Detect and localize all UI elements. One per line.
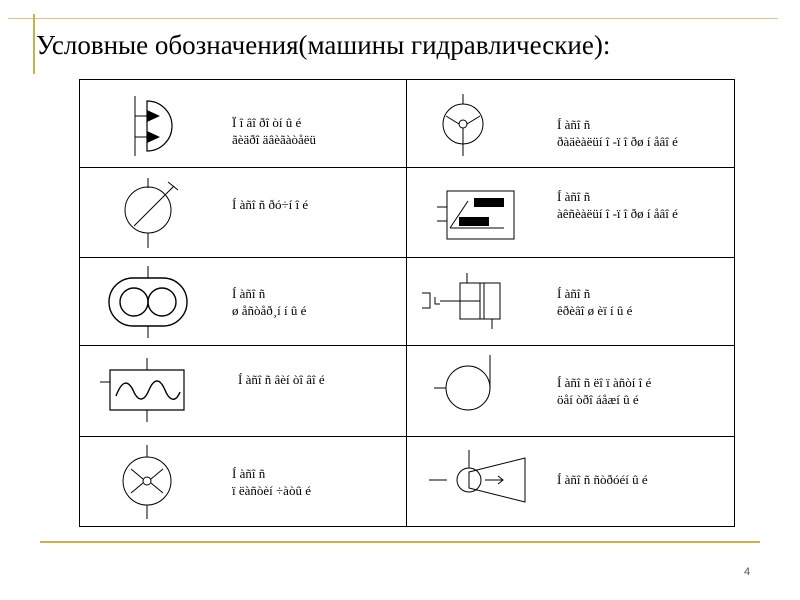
slide-title: Условные обозначения(машины гидравлические):	[36, 30, 611, 60]
row3-left-line1: Í àñî ñ	[232, 286, 266, 301]
row5-right-line1: Í àñî ñ ñòðóéí û é	[557, 472, 648, 487]
row3-right-line2: êðèâî ø èï í û é	[557, 303, 633, 318]
row3-left-line2: ø åñòåð¸í í û é	[232, 303, 307, 318]
row5-left-line1: Í àñî ñ	[232, 466, 266, 481]
pump-motor-symbol	[130, 96, 180, 156]
vortex-pump-symbol	[430, 350, 510, 425]
axial-piston-pump-symbol	[432, 183, 522, 243]
row2-right-line1: Í àñî ñ	[557, 189, 591, 204]
screw-pump-symbol	[98, 350, 190, 426]
row1-right-line1: Í àñî ñ	[557, 117, 591, 132]
row2-left-line1: Í àñî ñ ðó÷í î é	[232, 197, 309, 212]
vane-pump-symbol	[116, 445, 178, 521]
page-number: 4	[744, 566, 751, 578]
row-divider	[80, 436, 734, 437]
legend-table	[79, 79, 735, 527]
row-divider	[80, 167, 734, 168]
row1-left-line2: ãèäðî äâèãàòåëü	[232, 132, 317, 147]
crank-pump-symbol	[420, 273, 510, 329]
column-divider	[406, 80, 407, 526]
row2-right-line2: àêñèàëüí î -ï î ðø í åâî é	[557, 206, 678, 221]
row3-right-line1: Í àñî ñ	[557, 286, 591, 301]
row4-right-line1: Í àñî ñ ëî ï àñòí î é	[557, 375, 652, 390]
bottom-decor-line	[40, 541, 760, 543]
row1-right-line2: ðàäèàëüí î -ï î ðø í åâî é	[557, 134, 678, 149]
gear-pump-symbol	[105, 266, 191, 338]
row4-left-line1: Í àñî ñ âèí òî âî é	[238, 372, 325, 387]
top-decor-line	[8, 18, 778, 19]
jet-pump-symbol	[425, 450, 535, 510]
row4-right-line2: öåí òðî áåæí û é	[557, 392, 639, 407]
manual-pump-symbol	[120, 178, 180, 254]
row-divider	[80, 345, 734, 346]
left-decor-line	[33, 14, 35, 74]
row-divider	[80, 257, 734, 258]
row5-left-line2: ï ëàñòèí ÷àòû é	[232, 483, 311, 498]
radial-piston-pump-symbol	[438, 94, 488, 156]
row1-left-line1: Ï î âî ðî òí û é	[232, 115, 302, 130]
